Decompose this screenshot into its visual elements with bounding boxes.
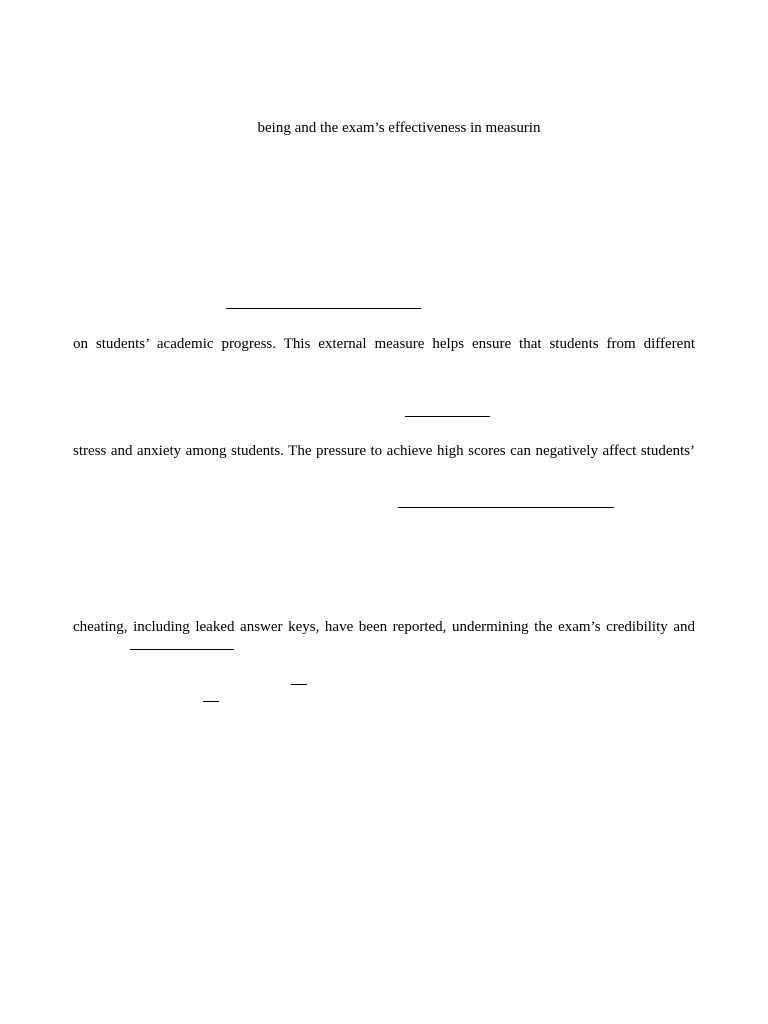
blank-underline-2 xyxy=(405,416,490,417)
blank-underline-4 xyxy=(130,649,234,650)
dash-mark-2 xyxy=(203,701,219,702)
text-line-3: stress and anxiety among students. The pressure to achieve high scores can negatively affect students’ xyxy=(73,443,695,459)
blank-underline-3 xyxy=(398,507,614,508)
text-line-4: cheating, including leaked answer keys, have been reported, undermining the exam’s credibility and xyxy=(73,619,695,635)
blank-underline-1 xyxy=(226,308,421,309)
text-line-2: on students’ academic progress. This external measure helps ensure that students from different xyxy=(73,336,695,352)
dash-mark-1 xyxy=(291,684,307,685)
text-line-1: being and the exam’s effectiveness in measurin xyxy=(257,120,541,136)
